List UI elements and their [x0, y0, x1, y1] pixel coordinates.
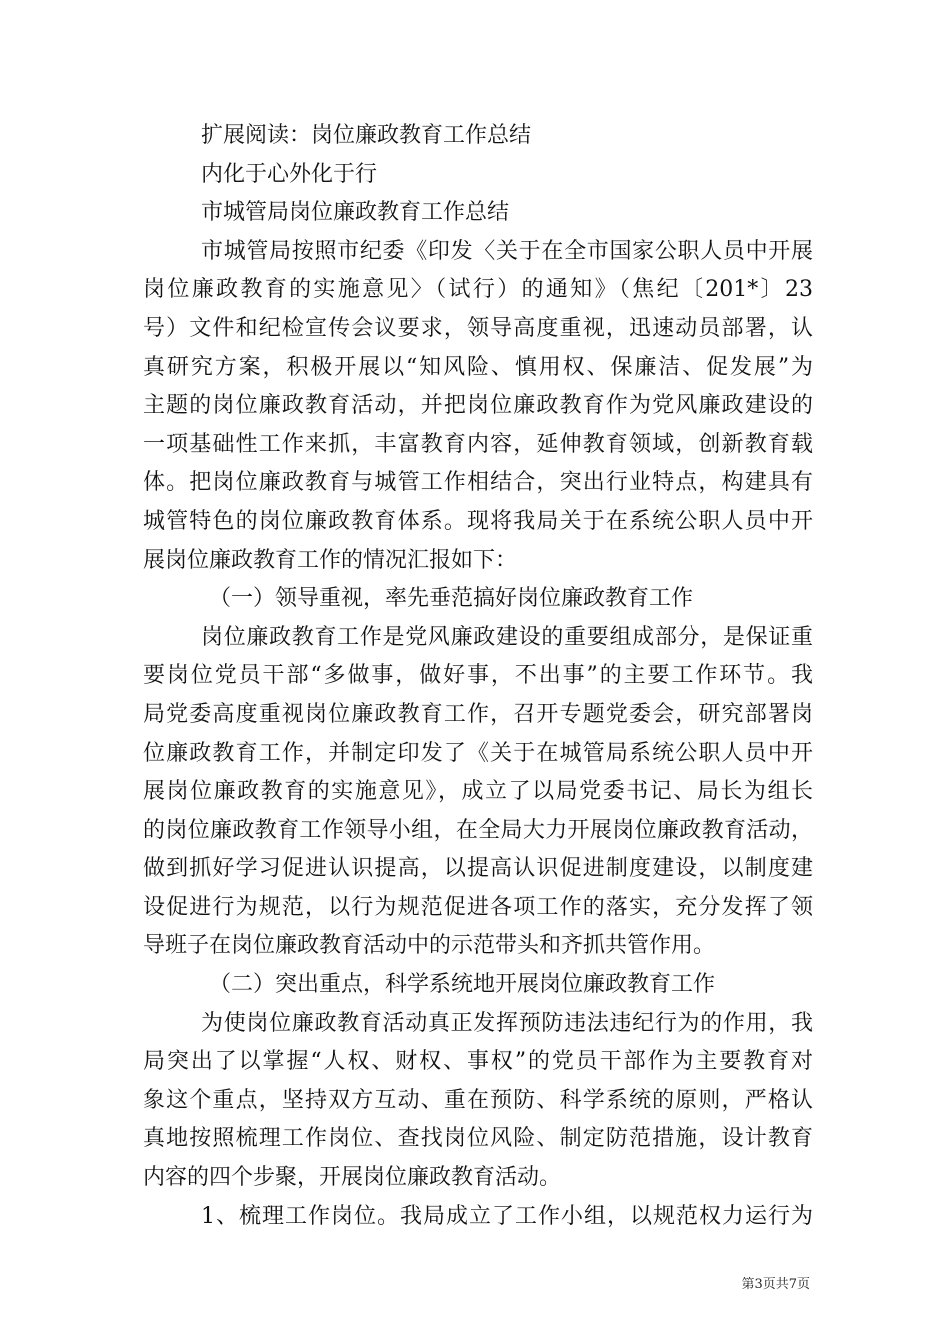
- text-line: 内化于心外化于行: [201, 161, 378, 187]
- text-line: 体。把岗位廉政教育与城管工作相结合，突出行业特点，构建具有: [143, 470, 813, 496]
- text-line: 位廉政教育工作，并制定印发了《关于在城管局系统公职人员中开: [143, 740, 813, 766]
- text-line: 导班子在岗位廉政教育活动中的示范带头和齐抓共管作用。: [143, 933, 716, 959]
- text-line: 主题的岗位廉政教育活动，并把岗位廉政教育作为党风廉政建设的: [143, 393, 813, 419]
- text-line: 要岗位党员干部“多做事，做好事，不出事”的主要工作环节。我: [143, 663, 813, 689]
- text-line: 内容的四个步聚，开展岗位廉政教育活动。: [143, 1165, 562, 1191]
- text-line: 岗位廉政教育的实施意见〉（试行）的通知》（焦纪〔201*〕23: [143, 277, 813, 303]
- text-line: 的岗位廉政教育工作领导小组，在全局大力开展岗位廉政教育活动，: [143, 817, 813, 843]
- text-line: 号）文件和纪检宣传会议要求，领导高度重视，迅速动员部署，认: [143, 315, 813, 341]
- text-line: 局党委高度重视岗位廉政教育工作，召开专题党委会，研究部署岗: [143, 701, 813, 727]
- text-line: （一）领导重视，率先垂范搞好岗位廉政教育工作: [209, 586, 694, 612]
- page-number: 第3页共7页: [741, 1277, 810, 1292]
- text-line: 真研究方案，积极开展以“知风险、慎用权、保廉洁、促发展”为: [143, 354, 813, 380]
- text-line: 做到抓好学习促进认识提高，以提高认识促进制度建设，以制度建: [143, 856, 813, 882]
- text-line: 一项基础性工作来抓，丰富教育内容，延伸教育领域，创新教育载: [143, 431, 813, 457]
- text-line: 为使岗位廉政教育活动真正发挥预防违法违纪行为的作用，我: [201, 1010, 813, 1036]
- text-line: 市城管局按照市纪委《印发〈关于在全市国家公职人员中开展: [201, 238, 813, 264]
- text-line: （二）突出重点，科学系统地开展岗位廉政教育工作: [209, 972, 716, 998]
- text-line: 展岗位廉政教育的实施意见》，成立了以局党委书记、局长为组长: [143, 779, 813, 805]
- text-line: 局突出了以掌握“人权、财权、事权”的党员干部作为主要教育对: [143, 1049, 813, 1075]
- text-line: 扩展阅读：岗位廉政教育工作总结: [201, 123, 532, 148]
- document-body: [143, 117, 813, 1236]
- text-line: 真地按照梳理工作岗位、查找岗位风险、制定防范措施，设计教育: [143, 1126, 813, 1152]
- text-line: 1、梳理工作岗位。我局成立了工作小组，以规范权力运行为: [201, 1203, 813, 1229]
- text-line: 岗位廉政教育工作是党风廉政建设的重要组成部分，是保证重: [201, 624, 813, 650]
- text-line: 展岗位廉政教育工作的情况汇报如下：: [143, 547, 518, 573]
- text-line: 市城管局岗位廉政教育工作总结: [201, 200, 510, 226]
- text-line: 设促进行为规范，以行为规范促进各项工作的落实，充分发挥了领: [143, 894, 813, 920]
- text-line: 城管特色的岗位廉政教育体系。现将我局关于在系统公职人员中开: [143, 508, 813, 534]
- text-line: 象这个重点，坚持双方互动、重在预防、科学系统的原则，严格认: [143, 1087, 813, 1113]
